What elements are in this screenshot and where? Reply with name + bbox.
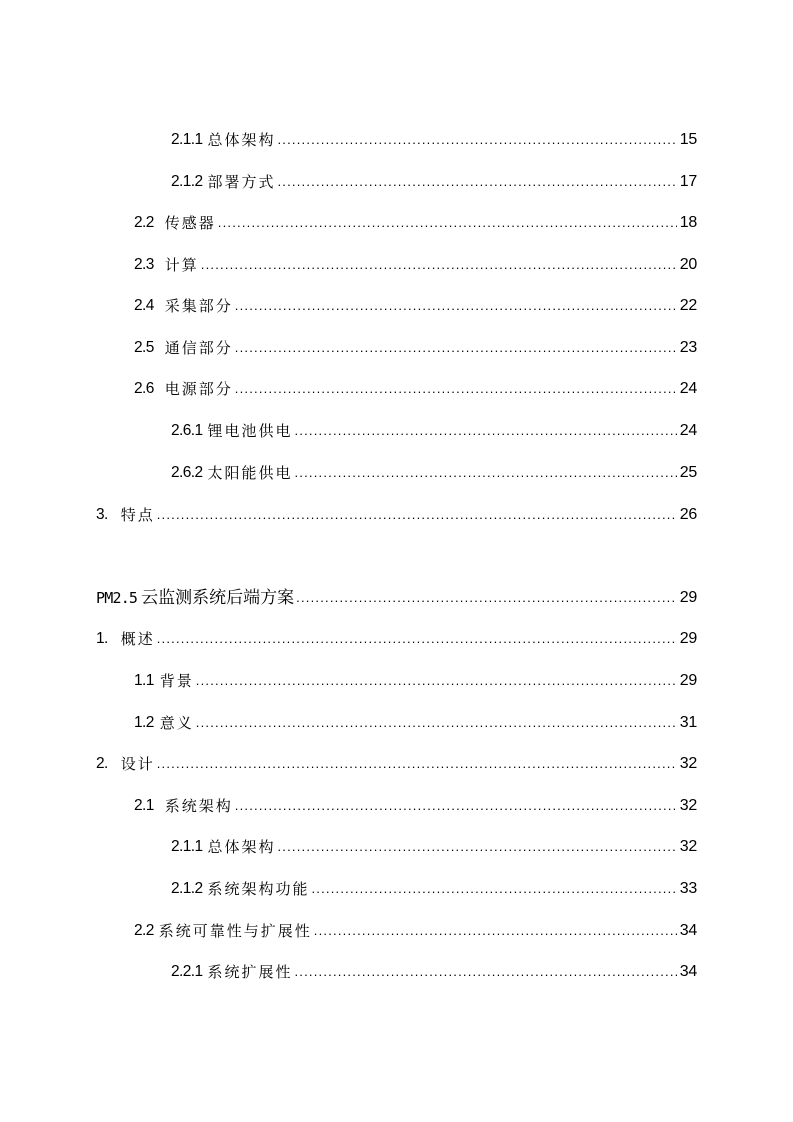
- toc-entry-title: 设计: [120, 755, 155, 773]
- toc-entry-number: 2.5: [134, 339, 154, 356]
- toc-entry-page: 32: [679, 755, 697, 772]
- toc-entry-page: 32: [679, 797, 697, 814]
- toc-entry-page: 23: [679, 339, 697, 356]
- toc-entry-number: 2.1.2: [171, 880, 203, 897]
- toc-heading-entry[interactable]: [96, 586, 697, 608]
- toc-entry[interactable]: [134, 294, 697, 316]
- toc-entry-number: 1.2: [134, 714, 154, 731]
- toc-entry-page: 24: [679, 422, 697, 439]
- toc-entry-number: 2.2: [134, 214, 154, 231]
- dot-leader: [314, 921, 677, 941]
- toc-entry-page: 24: [679, 380, 697, 397]
- toc-entry-title: 太阳能供电: [207, 464, 293, 482]
- toc-entry[interactable]: [96, 627, 697, 649]
- toc-entry-page: 29: [679, 630, 697, 647]
- dot-leader: [235, 379, 677, 399]
- toc-entry[interactable]: [134, 211, 697, 233]
- dot-leader: [235, 796, 677, 816]
- toc-entry-number: PM2.5: [96, 589, 138, 607]
- toc-entry[interactable]: [171, 170, 697, 192]
- toc-entry-title: 意义: [159, 714, 194, 732]
- toc-entry[interactable]: [171, 419, 697, 441]
- toc-entry-page: 25: [679, 464, 697, 481]
- toc-entry-title: 传感器: [164, 214, 216, 232]
- toc-entry-number: 2.4: [134, 297, 154, 314]
- toc-entry-title: 计算: [164, 256, 199, 274]
- toc-entry-title: 系统架构功能: [207, 880, 310, 898]
- toc-entry[interactable]: [96, 503, 697, 525]
- toc-entry-page: 20: [679, 256, 697, 273]
- dot-leader: [157, 754, 677, 774]
- toc-entry[interactable]: [134, 919, 697, 941]
- toc-entry-title: 系统可靠性与扩展性: [158, 922, 312, 940]
- toc-entry-number: 2.1.2: [171, 173, 203, 190]
- dot-leader: [295, 463, 677, 483]
- toc-entry-number: 2.2: [134, 922, 154, 939]
- toc-entry-title: 背景: [159, 672, 194, 690]
- toc-entry-number: 2.1.1: [171, 838, 203, 855]
- toc-entry[interactable]: [134, 253, 697, 275]
- toc-entry-page: 17: [679, 173, 697, 190]
- toc-entry[interactable]: [171, 877, 697, 899]
- dot-leader: [218, 213, 677, 233]
- toc-entry-title: 总体架构: [207, 131, 276, 149]
- toc-entry[interactable]: [134, 794, 697, 816]
- dot-leader: [296, 588, 677, 608]
- toc-entry-number: 3.: [96, 506, 108, 523]
- toc-entry[interactable]: [134, 336, 697, 358]
- toc-entry[interactable]: [134, 377, 697, 399]
- toc-entry-number: 2.: [96, 755, 108, 772]
- dot-leader: [278, 837, 677, 857]
- toc-entry-page: 31: [679, 714, 697, 731]
- toc-entry[interactable]: [171, 128, 697, 150]
- toc-entry-page: 32: [679, 838, 697, 855]
- toc-entry-number: 2.1: [134, 797, 154, 814]
- toc-entry-title: 云监测系统后端方案: [141, 588, 295, 608]
- dot-leader: [157, 629, 677, 649]
- toc-entry-page: 34: [679, 963, 697, 980]
- toc-entry-number: 2.6.2: [171, 464, 203, 481]
- toc-entry-title: 通信部分: [164, 339, 233, 357]
- toc-entry-title: 系统架构: [164, 797, 233, 815]
- dot-leader: [157, 505, 677, 525]
- toc-entry-page: 15: [679, 131, 697, 148]
- dot-leader: [196, 671, 677, 691]
- toc-entry-title: 采集部分: [164, 297, 233, 315]
- toc-entry[interactable]: [171, 960, 697, 982]
- toc-entry-title: 锂电池供电: [207, 422, 293, 440]
- dot-leader: [295, 421, 677, 441]
- toc-entry-page: 29: [679, 589, 697, 606]
- toc-entry-page: 18: [679, 214, 697, 231]
- dot-leader: [278, 130, 677, 150]
- toc-entry-number: 2.6: [134, 380, 154, 397]
- toc-entry[interactable]: [134, 669, 697, 691]
- dot-leader: [278, 172, 677, 192]
- toc-entry-title: 部署方式: [207, 173, 276, 191]
- toc-entry-page: 34: [679, 922, 697, 939]
- toc-entry-title: 电源部分: [164, 380, 233, 398]
- toc-entry-number: 2.2.1: [171, 963, 203, 980]
- toc-entry-number: 2.3: [134, 256, 154, 273]
- toc-entry-title: 总体架构: [207, 838, 276, 856]
- dot-leader: [312, 879, 677, 899]
- toc-entry-title: 系统扩展性: [207, 963, 293, 981]
- toc-entry-page: 26: [679, 506, 697, 523]
- dot-leader: [201, 255, 677, 275]
- toc-entry[interactable]: [171, 461, 697, 483]
- dot-leader: [235, 296, 677, 316]
- toc-entry-page: 22: [679, 297, 697, 314]
- toc-entry-page: 29: [679, 672, 697, 689]
- toc-entry[interactable]: [96, 752, 697, 774]
- toc-entry[interactable]: [134, 711, 697, 733]
- toc-entry-page: 33: [679, 880, 697, 897]
- toc-entry-number: 2.1.1: [171, 131, 203, 148]
- toc-entry-number: 2.6.1: [171, 422, 203, 439]
- dot-leader: [235, 338, 677, 358]
- toc-entry-title: 概述: [120, 630, 155, 648]
- toc-entry[interactable]: [171, 835, 697, 857]
- toc-entry-title: 特点: [120, 506, 155, 524]
- toc-entry-number: 1.1: [134, 672, 154, 689]
- dot-leader: [196, 713, 677, 733]
- dot-leader: [295, 962, 677, 982]
- toc-entry-number: 1.: [96, 630, 108, 647]
